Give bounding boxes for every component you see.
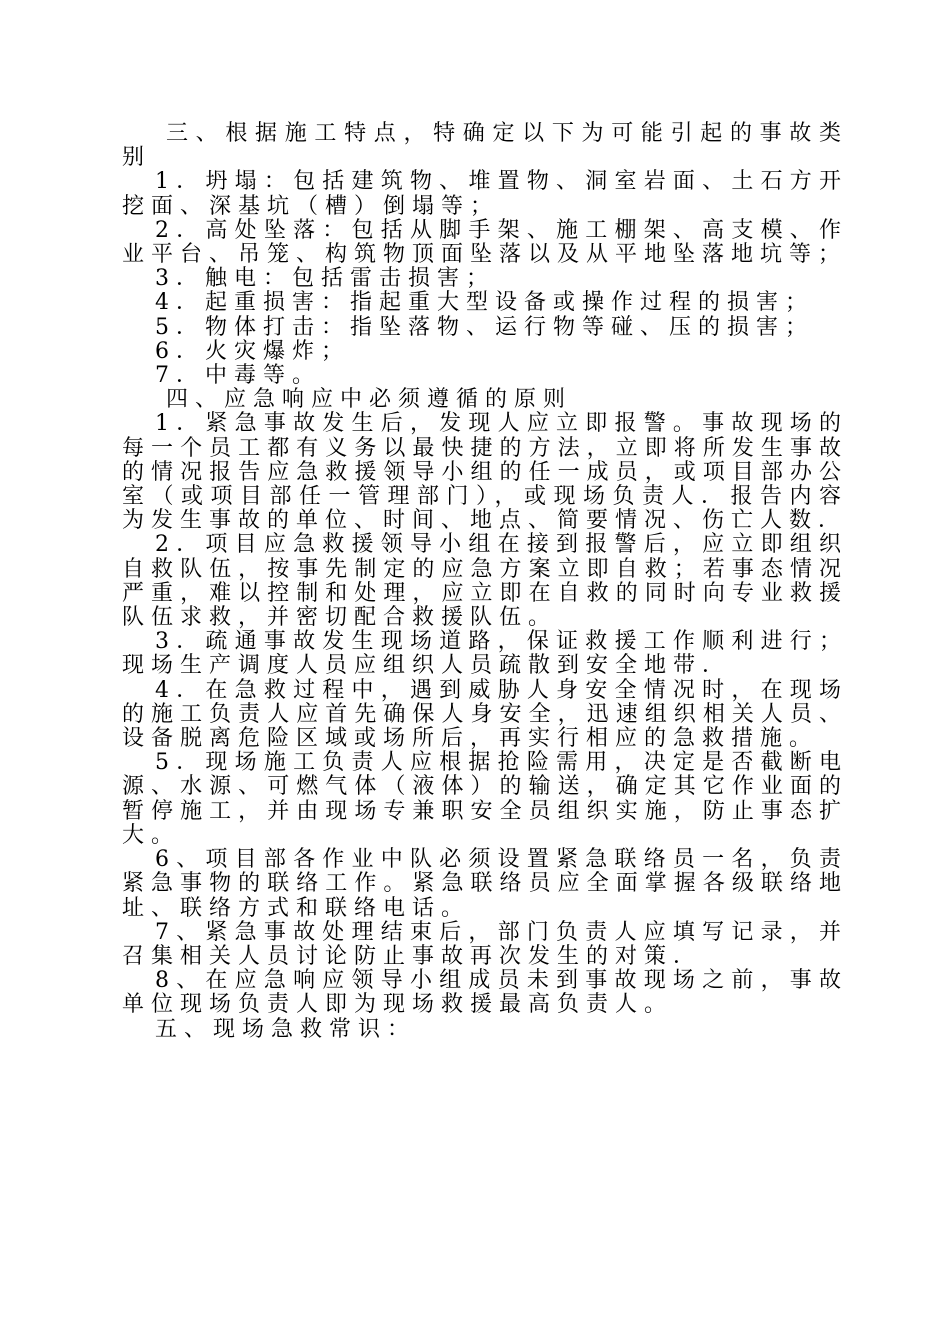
principle-item-3: 3．疏通事故发生现场道路，保证救援工作顺利进行；现场生产调度人员应组织人员疏散到安全地带． bbox=[122, 629, 848, 679]
principle-item-6: 6、项目部各作业中队必须设置紧急联络员一名，负责紧急事物的联络工作。紧急联络员应全面掌握各级联络地址、联络方式和联络电话。 bbox=[122, 847, 848, 921]
list-item-2: 2．高处坠落：包括从脚手架、施工棚架、高支模、作业平台、吊笼、构筑物顶面坠落以及从平地坠落地坑等； bbox=[122, 217, 848, 268]
principle-item-5: 5．现场施工负责人应根据抢险需用，决定是否截断电源、水源、可燃气体（液体）的输送，确定其它作业面的暂停施工，并由现场专兼职安全员组织实施，防止事态扩大。 bbox=[122, 750, 848, 848]
principle-item-8: 8、在应急响应领导小组成员未到事故现场之前，事故单位现场负责人即为现场救援最高负责人。 bbox=[122, 968, 848, 1018]
list-item-1: 1．坍塌：包括建筑物、堆置物、洞室岩面、土石方开挖面、深基坑（槽）倒塌等； bbox=[122, 169, 848, 219]
principle-item-7: 7、紧急事故处理结束后，部门负责人应填写记录，并召集相关人员讨论防止事故再次发生的对策． bbox=[122, 919, 848, 969]
list-item-7: 7．中毒等。 bbox=[155, 363, 321, 389]
principle-item-2: 2．项目应急救援领导小组在接到报警后，应立即组织自救队伍，按事先制定的应急方案立即自救；若事态情况严重，难以控制和处理，应立即在自救的同时向专业救援队伍求救，并密切配合救援队伍。 bbox=[122, 532, 848, 631]
section-heading-5: 五、现场急救常识： bbox=[155, 1016, 417, 1042]
document-page bbox=[122, 122, 848, 1042]
list-item-5: 5．物体打击：指坠落物、运行物等碰、压的损害； bbox=[155, 314, 814, 340]
principle-item-1: 1．紧急事故发生后，发现人应立即报警。事故现场的每一个员工都有义务以最快捷的方法，立即将所发生事故的情况报告应急救援领导小组的任一成员，或项目部办公室（或项目部任一管理部门），或现场负责人．报告内容为发生事故的单位、时间、地点、简要情况、伤亡人数． bbox=[122, 411, 848, 534]
section-heading-3: 三、根据施工特点，特确定以下为可能引起的事故类别 bbox=[122, 121, 848, 171]
list-item-4: 4．起重损害：指起重大型设备或操作过程的损害； bbox=[155, 290, 814, 316]
section-heading-4: 四、应急响应中必须遵循的原则 bbox=[166, 387, 573, 413]
list-item-6: 6．火灾爆炸； bbox=[155, 338, 350, 364]
principle-item-4: 4．在急救过程中，遇到威胁人身安全情况时，在现场的施工负责人应首先确保人身安全，迅速组织相关人员、设备脱离危险区域或场所后，再实行相应的急救措施。 bbox=[122, 677, 848, 752]
list-item-3: 3．触电：包括雷击损害； bbox=[155, 266, 495, 292]
